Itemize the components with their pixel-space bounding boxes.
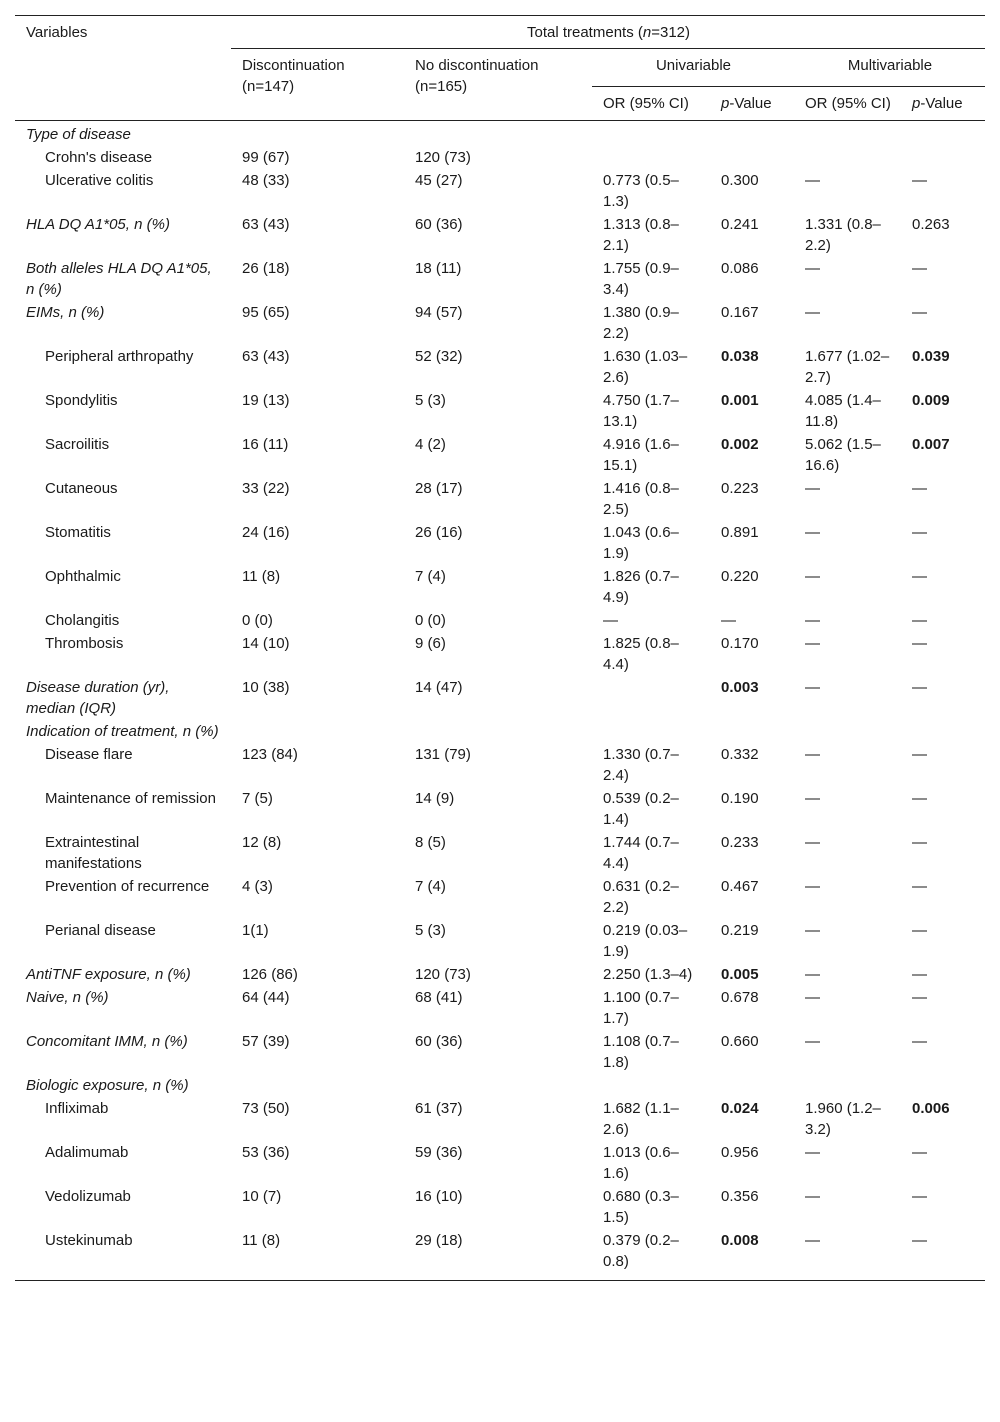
cell-discontinuation: 0 (0): [242, 612, 273, 629]
cell-discontinuation: 123 (84): [242, 746, 298, 763]
cell-no-discontinuation: 14 (47): [415, 679, 463, 696]
cell-no-discontinuation: 131 (79): [415, 746, 471, 763]
cell-multivariable-or: 4.085 (1.4–11.8): [805, 392, 881, 430]
cell-univariable-p: 0.891: [721, 524, 759, 541]
cell-discontinuation: 16 (11): [242, 436, 289, 453]
cell-univariable-or: 0.631 (0.2–2.2): [603, 878, 679, 916]
table-body: [15, 121, 985, 1281]
cell-no-discontinuation: 60 (36): [415, 216, 463, 233]
row-label: Perianal disease: [45, 922, 156, 939]
row-label: Ustekinumab: [45, 1232, 133, 1249]
cell-multivariable-or: —: [805, 568, 820, 585]
cell-univariable-or: 4.750 (1.7–13.1): [603, 392, 679, 430]
cell-multivariable-p: 0.039: [912, 348, 950, 365]
cell-no-discontinuation: [404, 1074, 592, 1097]
table-row: [15, 1074, 985, 1097]
cell-discontinuation: 53 (36): [242, 1144, 290, 1161]
row-label: Extraintestinal manifestations: [45, 834, 142, 872]
table-row: [15, 146, 985, 169]
cell-discontinuation: 24 (16): [242, 524, 290, 541]
cell-univariable-or: 0.680 (0.3–1.5): [603, 1188, 679, 1226]
row-label: Indication of treatment, n (%): [26, 723, 219, 740]
cell-multivariable-or: —: [805, 524, 820, 541]
cell-multivariable-p: —: [912, 635, 927, 652]
cell-univariable-p: 0.086: [721, 260, 759, 277]
cell-multivariable-p: —: [912, 612, 927, 629]
row-label: Disease duration (yr), median (IQR): [26, 679, 170, 717]
cell-univariable-p: 0.467: [721, 878, 759, 895]
cell-multivariable-or: —: [805, 612, 820, 629]
cell-no-discontinuation: 7 (4): [415, 568, 446, 585]
cell-no-discontinuation: 5 (3): [415, 392, 446, 409]
table-row: [15, 121, 985, 147]
row-label: Crohn's disease: [45, 149, 153, 166]
cell-univariable-or: 1.380 (0.9–2.2): [603, 304, 679, 342]
cell-multivariable-or: —: [805, 304, 820, 321]
row-label: Concomitant IMM, n (%): [26, 1033, 188, 1050]
cell-no-discontinuation: 14 (9): [415, 790, 455, 807]
cell-univariable-or: 0.379 (0.2–0.8): [603, 1232, 679, 1270]
cell-no-discontinuation: 94 (57): [415, 304, 463, 321]
cell-discontinuation: 33 (22): [242, 480, 290, 497]
cell-univariable-or: 1.043 (0.6–1.9): [603, 524, 679, 562]
cell-univariable-or: 1.682 (1.1–2.6): [603, 1100, 679, 1138]
header-multivariable-or: OR (95% CI): [805, 95, 891, 112]
cell-univariable-p: 0.167: [721, 304, 759, 321]
cell-univariable-p: 0.241: [721, 216, 759, 233]
cell-multivariable-or: [794, 121, 901, 147]
cell-multivariable-p: 0.263: [912, 216, 950, 233]
cell-multivariable-or: —: [805, 1232, 820, 1249]
cell-univariable-or: 0.539 (0.2–1.4): [603, 790, 679, 828]
cell-multivariable-p: —: [912, 966, 927, 983]
cell-multivariable-p: [901, 720, 985, 743]
cell-multivariable-or: —: [805, 790, 820, 807]
cell-univariable-or: 1.826 (0.7–4.9): [603, 568, 679, 606]
cell-discontinuation: 11 (8): [242, 1232, 281, 1249]
table-row: [15, 963, 985, 986]
cell-multivariable-or: —: [805, 746, 820, 763]
cell-multivariable-p: [901, 146, 985, 169]
cell-multivariable-p: —: [912, 790, 927, 807]
row-label: Sacroilitis: [45, 436, 110, 453]
cell-univariable-p: 0.190: [721, 790, 759, 807]
cell-discontinuation: 19 (13): [242, 392, 290, 409]
row-label: Infliximab: [45, 1100, 109, 1117]
cell-univariable-or: 0.219 (0.03–1.9): [603, 922, 688, 960]
cell-univariable-p: 0.002: [721, 436, 759, 453]
cell-discontinuation: 99 (67): [242, 149, 290, 166]
cell-multivariable-p: 0.009: [912, 392, 950, 409]
cell-univariable-p: 0.233: [721, 834, 759, 851]
cell-univariable-p: 0.003: [721, 679, 759, 696]
cell-univariable-p: [710, 720, 794, 743]
header-variables: Variables: [15, 16, 231, 121]
cell-univariable-p: 0.005: [721, 966, 759, 983]
cell-multivariable-p: —: [912, 989, 927, 1006]
cell-multivariable-p: —: [912, 679, 927, 696]
cell-discontinuation: 10 (7): [242, 1188, 282, 1205]
cell-discontinuation: 4 (3): [242, 878, 273, 895]
cell-no-discontinuation: 120 (73): [415, 149, 471, 166]
cell-multivariable-or: [794, 720, 901, 743]
cell-univariable-or: [592, 121, 710, 147]
cell-multivariable-or: —: [805, 834, 820, 851]
cell-multivariable-or: —: [805, 966, 820, 983]
results-table-container: [15, 15, 985, 1281]
cell-discontinuation: 12 (8): [242, 834, 282, 851]
cell-no-discontinuation: 4 (2): [415, 436, 446, 453]
cell-no-discontinuation: 18 (11): [415, 260, 462, 277]
table-row: [15, 919, 985, 963]
row-label: Cutaneous: [45, 480, 118, 497]
cell-multivariable-or: [794, 146, 901, 169]
cell-multivariable-or: —: [805, 989, 820, 1006]
table-header: [15, 16, 985, 121]
row-label: Vedolizumab: [45, 1188, 131, 1205]
cell-discontinuation: [231, 1074, 404, 1097]
cell-multivariable-or: 1.677 (1.02–2.7): [805, 348, 890, 386]
cell-no-discontinuation: 60 (36): [415, 1033, 463, 1050]
cell-multivariable-or: —: [805, 878, 820, 895]
header-univariable-or: OR (95% CI): [603, 95, 689, 112]
table-row: [15, 301, 985, 345]
cell-multivariable-p: —: [912, 746, 927, 763]
results-table: [15, 15, 985, 1281]
cell-discontinuation: 73 (50): [242, 1100, 290, 1117]
table-row: [15, 986, 985, 1030]
cell-multivariable-or: 5.062 (1.5–16.6): [805, 436, 881, 474]
row-label: Naive, n (%): [26, 989, 109, 1006]
row-label: Cholangitis: [45, 612, 120, 629]
cell-no-discontinuation: 16 (10): [415, 1188, 463, 1205]
cell-univariable-or: 2.250 (1.3–4): [603, 966, 693, 983]
row-label: Thrombosis: [45, 635, 124, 652]
header-total-treatments: Total treatments (n=312): [231, 16, 985, 49]
cell-univariable-or: 1.330 (0.7–2.4): [603, 746, 679, 784]
header-multivariable: Multivariable: [794, 49, 985, 87]
row-label: Adalimumab: [45, 1144, 129, 1161]
cell-discontinuation: 11 (8): [242, 568, 281, 585]
cell-univariable-or: [592, 720, 710, 743]
cell-univariable-p: [710, 121, 794, 147]
table-row: [15, 632, 985, 676]
cell-discontinuation: 63 (43): [242, 216, 290, 233]
row-label: Disease flare: [45, 746, 133, 763]
cell-multivariable-or: —: [805, 1144, 820, 1161]
cell-no-discontinuation: 28 (17): [415, 480, 463, 497]
header-no-discontinuation: No discontinuation (n=165): [404, 49, 592, 121]
row-label: Type of disease: [26, 126, 131, 143]
cell-univariable-p: 0.956: [721, 1144, 759, 1161]
cell-univariable-or: 1.755 (0.9–3.4): [603, 260, 679, 298]
cell-multivariable-p: —: [912, 1232, 927, 1249]
cell-multivariable-or: 1.960 (1.2–3.2): [805, 1100, 881, 1138]
cell-univariable-or: 0.773 (0.5–1.3): [603, 172, 679, 210]
row-label: Biologic exposure, n (%): [26, 1077, 189, 1094]
cell-univariable-or: [592, 1074, 710, 1097]
cell-discontinuation: 26 (18): [242, 260, 290, 277]
cell-univariable-or: 1.100 (0.7–1.7): [603, 989, 679, 1027]
cell-multivariable-or: —: [805, 635, 820, 652]
cell-univariable-or: 4.916 (1.6–15.1): [603, 436, 679, 474]
cell-discontinuation: 63 (43): [242, 348, 290, 365]
table-row: [15, 787, 985, 831]
cell-no-discontinuation: [404, 121, 592, 147]
cell-univariable-p: [710, 1074, 794, 1097]
cell-multivariable-p: —: [912, 834, 927, 851]
table-row: [15, 676, 985, 720]
cell-discontinuation: [231, 121, 404, 147]
row-label: Maintenance of remission: [45, 790, 216, 807]
cell-discontinuation: 14 (10): [242, 635, 290, 652]
cell-univariable-or: 1.630 (1.03–2.6): [603, 348, 688, 386]
cell-multivariable-p: —: [912, 304, 927, 321]
cell-no-discontinuation: 5 (3): [415, 922, 446, 939]
header-multivariable-p: p-Value: [912, 95, 963, 112]
cell-multivariable-or: [794, 1074, 901, 1097]
cell-univariable-p: 0.001: [721, 392, 759, 409]
cell-univariable-p: 0.300: [721, 172, 759, 189]
cell-univariable-or: 1.313 (0.8–2.1): [603, 216, 679, 254]
cell-multivariable-or: —: [805, 260, 820, 277]
table-row: [15, 389, 985, 433]
table-row: [15, 720, 985, 743]
cell-multivariable-p: —: [912, 480, 927, 497]
cell-univariable-or: 1.744 (0.7–4.4): [603, 834, 679, 872]
row-label: Peripheral arthropathy: [45, 348, 194, 365]
cell-univariable-or: [592, 146, 710, 169]
row-label: HLA DQ A1*05, n (%): [26, 216, 170, 233]
cell-univariable-p: 0.024: [721, 1100, 759, 1117]
cell-univariable-p: 0.678: [721, 989, 759, 1006]
header-discontinuation: Discontinuation (n=147): [231, 49, 404, 121]
cell-multivariable-or: —: [805, 480, 820, 497]
cell-no-discontinuation: [404, 720, 592, 743]
cell-univariable-or: [592, 676, 710, 720]
cell-univariable-p: 0.220: [721, 568, 759, 585]
row-label: Ophthalmic: [45, 568, 121, 585]
cell-multivariable-or: —: [805, 1033, 820, 1050]
table-row: [15, 169, 985, 213]
cell-univariable-or: 1.416 (0.8–2.5): [603, 480, 679, 518]
table-row: [15, 565, 985, 609]
table-row: [15, 433, 985, 477]
cell-univariable-p: 0.356: [721, 1188, 759, 1205]
cell-discontinuation: 126 (86): [242, 966, 298, 983]
cell-no-discontinuation: 7 (4): [415, 878, 446, 895]
cell-no-discontinuation: 45 (27): [415, 172, 463, 189]
header-univariable: Univariable: [592, 49, 794, 87]
cell-multivariable-or: 1.331 (0.8–2.2): [805, 216, 881, 254]
cell-discontinuation: 95 (65): [242, 304, 290, 321]
cell-discontinuation: 57 (39): [242, 1033, 290, 1050]
table-row: [15, 477, 985, 521]
cell-univariable-p: 0.008: [721, 1232, 759, 1249]
cell-multivariable-p: [901, 121, 985, 147]
cell-multivariable-or: —: [805, 1188, 820, 1205]
row-label: Stomatitis: [45, 524, 111, 541]
table-row: [15, 1097, 985, 1141]
table-row: [15, 1229, 985, 1281]
cell-no-discontinuation: 68 (41): [415, 989, 463, 1006]
table-row: [15, 1141, 985, 1185]
cell-multivariable-or: —: [805, 172, 820, 189]
cell-no-discontinuation: 59 (36): [415, 1144, 463, 1161]
cell-multivariable-p: —: [912, 922, 927, 939]
cell-univariable-p: —: [721, 612, 736, 629]
table-row: [15, 257, 985, 301]
cell-univariable-or: —: [603, 612, 618, 629]
cell-multivariable-p: 0.007: [912, 436, 950, 453]
row-label: EIMs, n (%): [26, 304, 105, 321]
cell-discontinuation: 10 (38): [242, 679, 290, 696]
table-row: [15, 521, 985, 565]
table-row: [15, 743, 985, 787]
cell-multivariable-p: —: [912, 260, 927, 277]
cell-univariable-p: 0.660: [721, 1033, 759, 1050]
cell-no-discontinuation: 61 (37): [415, 1100, 463, 1117]
table-row: [15, 213, 985, 257]
row-label: AntiTNF exposure, n (%): [26, 966, 191, 983]
cell-univariable-p: 0.170: [721, 635, 759, 652]
cell-univariable-p: 0.219: [721, 922, 759, 939]
table-row: [15, 831, 985, 875]
cell-no-discontinuation: 8 (5): [415, 834, 446, 851]
cell-univariable-or: 1.108 (0.7–1.8): [603, 1033, 679, 1071]
cell-no-discontinuation: 0 (0): [415, 612, 446, 629]
cell-univariable-p: [710, 146, 794, 169]
cell-multivariable-p: 0.006: [912, 1100, 950, 1117]
cell-multivariable-or: —: [805, 922, 820, 939]
cell-multivariable-p: —: [912, 172, 927, 189]
cell-multivariable-p: [901, 1074, 985, 1097]
row-label: Spondylitis: [45, 392, 118, 409]
cell-univariable-or: 1.013 (0.6–1.6): [603, 1144, 679, 1182]
cell-no-discontinuation: 52 (32): [415, 348, 463, 365]
cell-no-discontinuation: 26 (16): [415, 524, 463, 541]
table-row: [15, 1185, 985, 1229]
cell-multivariable-p: —: [912, 1144, 927, 1161]
table-row: [15, 609, 985, 632]
cell-no-discontinuation: 29 (18): [415, 1232, 463, 1249]
cell-univariable-p: 0.332: [721, 746, 759, 763]
cell-univariable-p: 0.038: [721, 348, 759, 365]
cell-multivariable-or: —: [805, 679, 820, 696]
cell-multivariable-p: —: [912, 1188, 927, 1205]
cell-univariable-p: 0.223: [721, 480, 759, 497]
cell-no-discontinuation: 120 (73): [415, 966, 471, 983]
table-row: [15, 1030, 985, 1074]
table-row: [15, 875, 985, 919]
cell-multivariable-p: —: [912, 878, 927, 895]
cell-multivariable-p: —: [912, 524, 927, 541]
table-row: [15, 345, 985, 389]
cell-discontinuation: 7 (5): [242, 790, 273, 807]
cell-discontinuation: 64 (44): [242, 989, 290, 1006]
header-univariable-p: p-Value: [721, 95, 772, 112]
cell-discontinuation: [231, 720, 404, 743]
cell-multivariable-p: —: [912, 568, 927, 585]
cell-multivariable-p: —: [912, 1033, 927, 1050]
cell-no-discontinuation: 9 (6): [415, 635, 446, 652]
cell-discontinuation: 48 (33): [242, 172, 290, 189]
cell-discontinuation: 1(1): [242, 922, 269, 939]
row-label: Ulcerative colitis: [45, 172, 154, 189]
row-label: Both alleles HLA DQ A1*05, n (%): [26, 260, 212, 298]
row-label: Prevention of recurrence: [45, 878, 210, 895]
cell-univariable-or: 1.825 (0.8–4.4): [603, 635, 679, 673]
